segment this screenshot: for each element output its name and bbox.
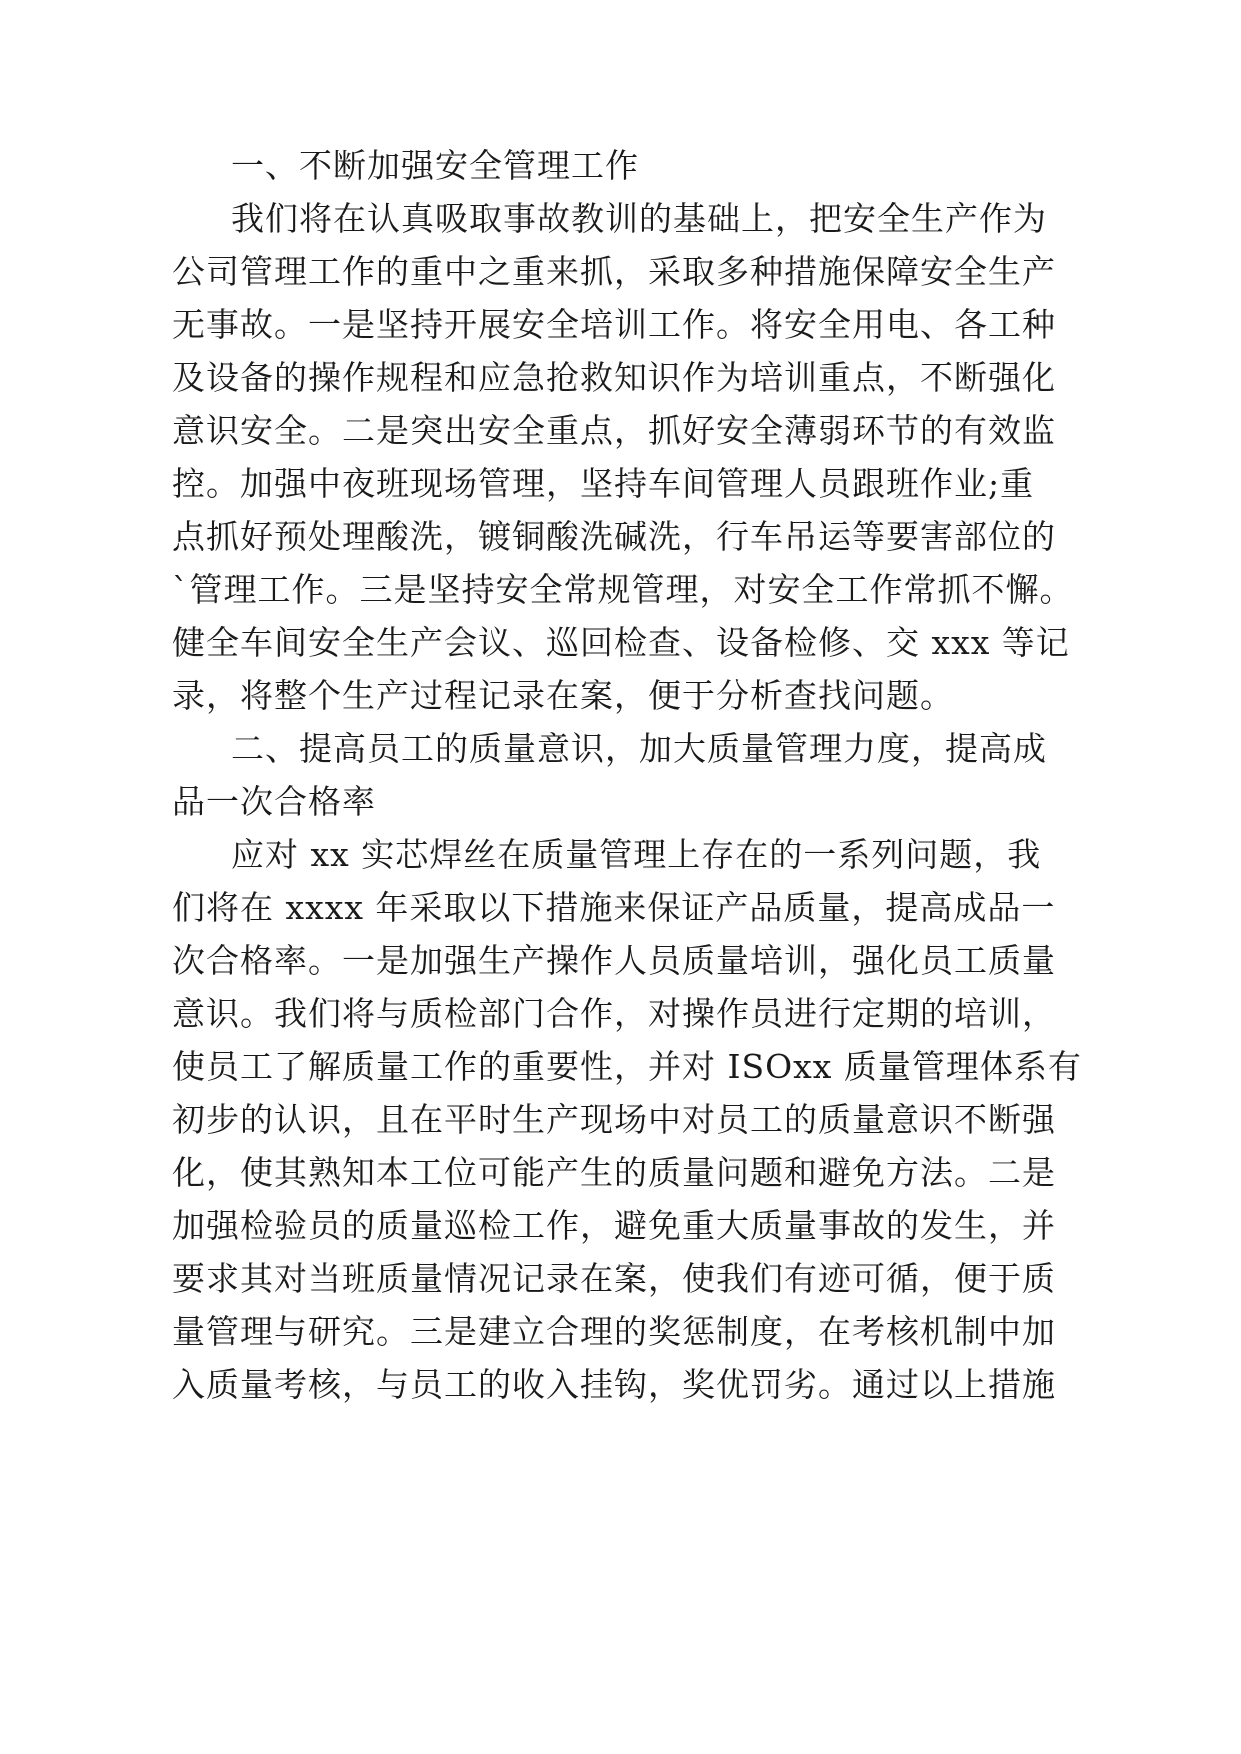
paragraph-line: 无事故。一是坚持开展安全培训工作。将安全用电、各工种 [172, 305, 1056, 344]
paragraph-line: 健全车间安全生产会议、巡回检查、设备检修、交 xxx 等记 [172, 623, 1070, 662]
paragraph-line: 我们将在认真吸取事故教训的基础上，把安全生产作为 [231, 199, 1047, 238]
paragraph-line: 意识。我们将与质检部门合作，对操作员进行定期的培训， [172, 994, 1056, 1033]
paragraph-line: 点抓好预处理酸洗，镀铜酸洗碱洗，行车吊运等要害部位的 [172, 517, 1056, 556]
paragraph-line: 意识安全。二是突出安全重点，抓好安全薄弱环节的有效监 [172, 411, 1056, 450]
paragraph-line: 加强检验员的质量巡检工作，避免重大质量事故的发生，并 [172, 1206, 1056, 1245]
heading-1: 一、不断加强安全管理工作 [231, 146, 639, 185]
heading-2: 二、提高员工的质量意识，加大质量管理力度，提高成 [231, 729, 1047, 768]
heading-2-continued: 品一次合格率 [172, 782, 376, 821]
paragraph-line: 应对 xx 实芯焊丝在质量管理上存在的一系列问题，我 [231, 835, 1042, 874]
paragraph-line: 入质量考核，与员工的收入挂钩，奖优罚劣。通过以上措施 [172, 1365, 1056, 1404]
paragraph-line: 录，将整个生产过程记录在案，便于分析查找问题。 [172, 676, 954, 715]
paragraph-line: 们将在 xxxx 年采取以下措施来保证产品质量，提高成品一 [172, 888, 1056, 927]
paragraph-line: 要求其对当班质量情况记录在案，使我们有迹可循，便于质 [172, 1259, 1056, 1298]
paragraph-line: 及设备的操作规程和应急抢救知识作为培训重点，不断强化 [172, 358, 1056, 397]
paragraph-line: 公司管理工作的重中之重来抓，采取多种措施保障安全生产 [172, 252, 1056, 291]
paragraph-line: 控。加强中夜班现场管理，坚持车间管理人员跟班作业;重 [172, 464, 1035, 503]
paragraph-line: 次合格率。一是加强生产操作人员质量培训，强化员工质量 [172, 941, 1056, 980]
paragraph-line: 化，使其熟知本工位可能产生的质量问题和避免方法。二是 [172, 1153, 1056, 1192]
paragraph-line: 量管理与研究。三是建立合理的奖惩制度，在考核机制中加 [172, 1312, 1056, 1351]
paragraph-line: `管理工作。三是坚持安全常规管理，对安全工作常抓不懈。 [172, 570, 1074, 609]
paragraph-line: 初步的认识，且在平时生产现场中对员工的质量意识不断强 [172, 1100, 1056, 1139]
paragraph-line: 使员工了解质量工作的重要性，并对 ISOxx 质量管理体系有 [172, 1047, 1082, 1086]
